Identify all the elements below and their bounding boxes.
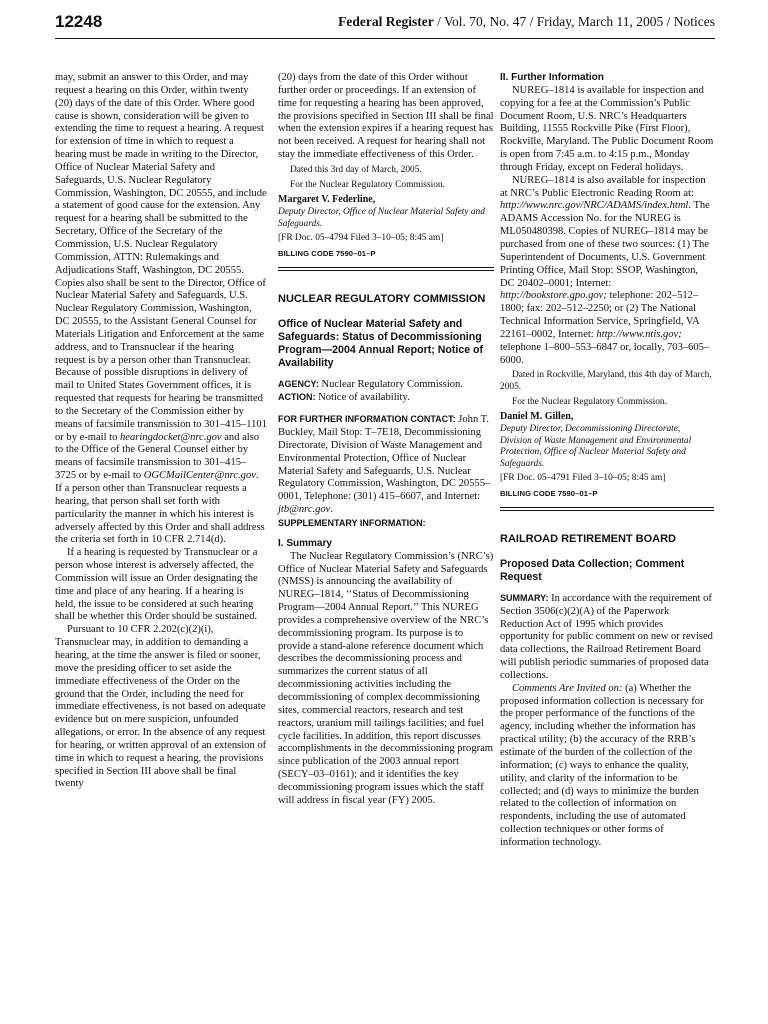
contact-field: FOR FURTHER INFORMATION CONTACT: John T. Buckley, Mail Stop: T–7E18, Decommissioning Directorate, Division of Waste Management and Environmental Protection, Office of Nuclear Material Safety and Safeguards, U.S. Nuclear Regulatory Commission, Washington, DC 20555–0001, Telephone: (301) 415–6607, and Internet: jtb@nrc.gov. — [278, 414, 491, 516]
reading-room-url: http://www.nrc.gov/NRC/ADAMS/index.html — [500, 200, 689, 212]
billing-code: BILLING CODE 7590–01–P — [278, 248, 376, 258]
paragraph: may, submit an answer to this Order, and may request a hearing on this Order, within twenty (20) days of the date of this Order. Where good cause is shown, consideration will be given to extending the time to request a hearing. A request for extension of time in which to request a hearing must be made in writing to the Director, Office of Nuclear Material Safety and Safeguards, U.S. Nuclear Regulatory Commission, Washington, DC 20555, and include a statement of good cause for the extension. Any request for a hearing shall be submitted to the Secretary, Office of the Secretary of the Commission, U.S. Nuclear Regulatory Commission, ATTN: Rulemakings and Adjudications Staff, Washington, DC 20555. Copies also shall be sent to the Director, Office of Nuclear Material Safety and Safeguards, U.S. Nuclear Regulatory Commission, Washington, DC 20555, to the Assistant General Counsel for Materials Litigation and Enforcement at the same address, and to Transnuclear if the hearing request is by a person other than Transnuclear. Because of possible disruptions in delivery of mail to United States Government offices, it is requested that requests for hearing be transmitted to the Secretary of the Commission either by means of facsimile transmission to 301–415–1101 or by e-mail to hearingdocket@nrc.gov and also to the Office of the General Counsel either by means of facsimile transmission to 301–415–3725 or by e-mail to OGCMailCenter@nrc.gov. If a person other than Transnuclear requests a hearing, that person shall set forth with particularity the manner in which his interest is adversely affected by this Order and shall address the criteria set forth in 10 CFR 2.714(d). — [55, 72, 267, 546]
ntis-url: http://www.ntis.gov; — [596, 328, 682, 340]
signer-title: Deputy Director, Decommissioning Directorate, Division of Waste Management and Environmental Protection, Office of Nuclear Material Safety and Safeguards. — [500, 424, 692, 469]
for-commission-line: For the Nuclear Regulatory Commission. — [290, 179, 445, 190]
paragraph: NUREG–1814 is also available for inspection at NRC’s Public Electronic Reading Room at: http://www.nrc.gov/NRC/ADAMS/index.html. The ADAMS Accession No. for the NUREG is ML050480398. Copies of NUREG–1814 may be purchased from one of these two sources: (1) The Superintendent of Documents, U.S. Government Printing Office, Mail Stop: SSOP, Washington, DC 20402–0001; Internet: http://bookstore.gpo.gov; telephone: 202–512–1800; fax: 202–512–2250; or (2) The National Technical Information Service, Springfield, VA 22161–0002, Internet: http://www.ntis.gov; telephone 1–800–553–6847 or, locally, 703–605–6000. — [500, 174, 710, 366]
fr-doc-line: [FR Doc. 05–4791 Filed 3–10–05; 8:45 am] — [500, 473, 666, 484]
contact-email: jtb@nrc.gov — [278, 504, 331, 516]
column-1 — [55, 72, 267, 791]
paragraph: Pursuant to 10 CFR 2.202(c)(2)(i), Transnuclear may, in addition to demanding a hearing, at the time the answer is filed or sooner, move the presiding officer to set aside the immediate effectiveness of the Order on the ground that the Order, including the need for immediate effectiveness, is not based on adequate evidence but on mere suspicion, unfounded allegations, or error. In the absence of any request for hearing, or written approval of an extension of time in which to request a hearing, the provisions specified in Section III above shall be final twenty — [55, 624, 267, 790]
column-3 — [500, 72, 714, 850]
signer-title: Deputy Director, Office of Nuclear Material Safety and Safeguards. — [278, 206, 485, 229]
section-heading: II. Further Information — [500, 72, 604, 83]
signer-name: Margaret V. Federline, — [278, 194, 376, 206]
fr-doc-line: [FR Doc. 05–4794 Filed 3–10–05; 8:45 am] — [278, 233, 444, 244]
section-heading: I. Summary — [278, 537, 332, 549]
paragraph: NUREG–1814 is available for inspection and copying for a fee at the Commission’s Public Document Room, U.S. NRC’s Headquarters Building, 11555 Rockville Pike (First Floor), Rockville, Maryland. The Public Document Room is open from 7:45 a.m. to 4:15 p.m., Monday through Friday, except on Federal holidays. — [500, 84, 714, 173]
agency-field: AGENCY: Nuclear Regulatory Commission. — [278, 378, 463, 390]
dated-line: Dated in Rockville, Maryland, this 4th day of March, 2005. — [500, 370, 712, 392]
column-2 — [278, 72, 494, 808]
hearing-docket-email: hearingdocket@nrc.gov — [120, 431, 222, 443]
publication-name: Federal Register — [338, 14, 434, 29]
page-header — [55, 12, 715, 39]
agency-heading: RAILROAD RETIREMENT BOARD — [500, 532, 676, 545]
supplementary-label: SUPPLEMENTARY INFORMATION: — [278, 518, 426, 528]
dated-line: Dated this 3rd day of March, 2005. — [290, 164, 422, 175]
comments-field: Comments Are Invited on: (a) Whether the proposed information collection is necessary for the proper performance of the functions of the agency, including whether the information has practical utility; (b) the accuracy of the RRB’s estimate of the burden of the collection of the information; (c) ways to enhance the quality, utility, and clarity of the information to be collected; and (d) ways to minimize the burden related to the collection of information on respondents, including the use of automated collection techniques or other forms of information technology. — [500, 682, 704, 848]
for-commission-line: For the Nuclear Regulatory Commission. — [512, 396, 667, 407]
divider — [278, 270, 494, 271]
divider — [278, 267, 494, 268]
summary-field: SUMMARY: In accordance with the requirement of Section 3506(c)(2)(A) of the Paperwork Reduction Act of 1995 which provides opportunity for public comment on new or revised data collections, the Railroad Retirement Board will publish periodic summaries of proposed data collections. — [500, 592, 713, 681]
billing-code: BILLING CODE 7590–01–P — [500, 489, 598, 498]
signer-name: Daniel M. Gillen, — [500, 411, 574, 423]
action-field: ACTION: Notice of availability. — [278, 392, 410, 404]
divider — [500, 510, 714, 511]
issue-info: / Vol. 70, No. 47 / Friday, March 11, 2005 / Notices — [433, 14, 715, 29]
paragraph: (20) days from the date of this Order without further order or proceedings. If an extension of time for requesting a hearing has been approved, the provisions specified in Section III shall be final when the extension expires if a hearing request has not been received. A request for hearing shall not stay the immediate effectiveness of this Order. — [278, 72, 494, 161]
paragraph: The Nuclear Regulatory Commission’s (NRC’s) Office of Nuclear Material Safety and Safeguards (NMSS) is announcing the availability of NUREG–1814, ‘‘Status of Decommissioning Program—2004 Annual Report.’’ This NUREG provides a comprehensive overview of the NRC’s decommissioning program. Its purpose is to provide a stand-alone reference document which describes the decommissioning process and summarizes the current status of all decommissioning activities including the decommissioning of complex decommissioning sites, commercial reactors, research and test reactors, uranium mill tailings facilities; and fuel cycle facilities. In addition, this report discusses accomplishments in the decommissioning program since publication of the 2003 annual report (SECY–03–0161); and it identifies the key decommissioning program issues which the staff will address in fiscal year (FY) 2005. — [278, 550, 494, 806]
document-title: Proposed Data Collection; Comment Request — [500, 557, 685, 583]
agency-heading: NUCLEAR REGULATORY COMMISSION — [278, 292, 486, 305]
ogc-email: OGCMailCenter@nrc.gov — [143, 470, 256, 482]
document-title: Office of Nuclear Material Safety and Safeguards: Status of Decommissioning Program—2004 Annual Report; Notice of Availability — [278, 317, 484, 369]
page-number: 12248 — [55, 12, 103, 31]
running-head — [338, 14, 715, 30]
bookstore-url: http://bookstore.gpo.gov; — [500, 290, 607, 302]
divider — [500, 507, 714, 508]
paragraph: If a hearing is requested by Transnuclear or a person whose interest is adversely affected, the Commission will issue an Order designating the time and place of any hearing. If a hearing is held, the issue to be considered at such hearing shall be whether this Order should be sustained. — [55, 547, 258, 623]
